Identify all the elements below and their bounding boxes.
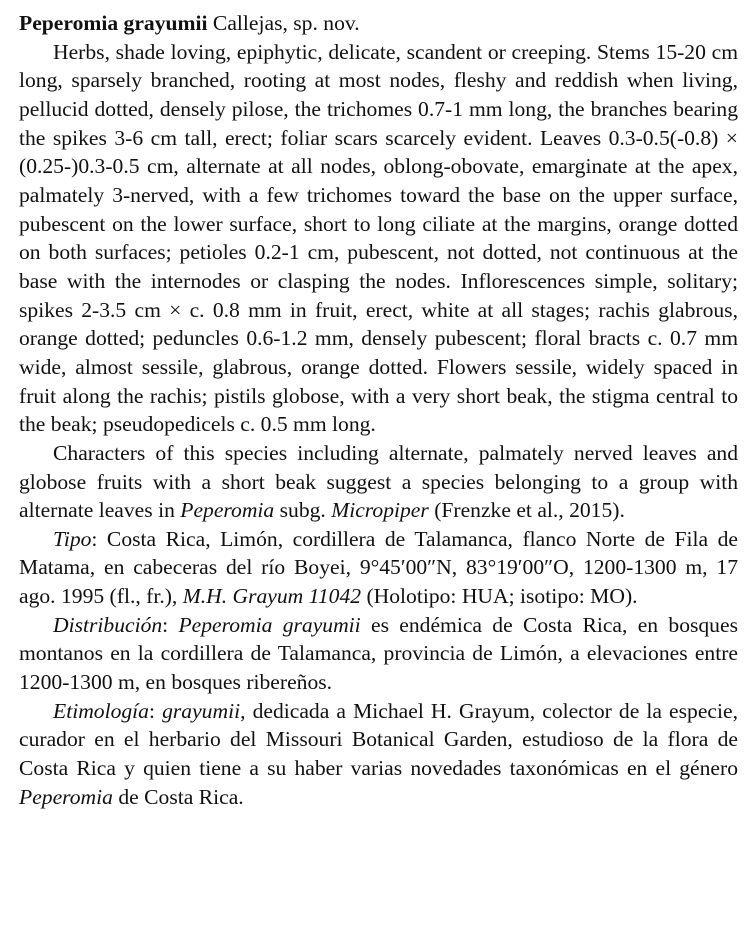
- epithet-name: grayumii: [162, 698, 241, 723]
- subgenus-name: Micropiper: [331, 498, 429, 523]
- collector-name: M.H. Grayum 11042: [182, 584, 362, 609]
- description-paragraph: Herbs, shade loving, epiphytic, delicate, scandent or creeping. Stems 15-20 cm long, sparsely branched, rooting at most nodes, fleshy and reddish when living, pellucid dotted, densely pilose, the trichomes 0.7-1 mm long, the branches bearing the spikes 3-6 cm tall, erect; foliar scars scarcely evident. Leaves 0.3-0.5(-0.8) × (0.25-)0.3-0.5 cm, alternate at all nodes, oblong-obovate, emarginate at the apex, palmately 3-nerved, with a few trichomes toward the base on the upper surface, pubescent on the lower surface, short to long ciliate at the margins, orange dotted on both surfaces; petioles 0.2-1 cm, pubescent, not dotted, not continuous at the base with the internodes or clasping the nodes. Inflorescences simple, solitary; spikes 2-3.5 cm × c. 0.8 mm in fruit, erect, white at all stages; rachis glabrous, orange dotted; peduncles 0.6-1.2 mm, densely pubescent; floral bracts c. 0.7 mm wide, almost sessile, glabrous, orange dotted. Flowers sessile, widely spaced in fruit along the rachis; pistils globose, with a very short beak, the stigma central to the beak; pseudopedicels c. 0.5 mm long.: [19, 39, 738, 437]
- tipo-paragraph: [19, 525, 738, 611]
- separator: :: [148, 698, 163, 723]
- citation-text: (Frenzke et al., 2015).: [428, 498, 625, 523]
- species-name-italic: Peperomia grayumii: [178, 612, 361, 637]
- tipo-label: Tipo: [53, 526, 92, 551]
- etimologia-text: de Costa Rica.: [112, 784, 244, 809]
- distribucion-paragraph: [19, 611, 738, 697]
- characters-paragraph: [19, 439, 738, 525]
- species-name: Peperomia grayumii: [19, 11, 208, 35]
- etimologia-text: , dedicada a Michael H. Grayum, colector de la especie, curador en el herbario del Missouri Botanical Garden, estudioso de la flora de Costa Rica y quien tiene a su haber varias novedades taxonómicas en el género: [19, 698, 738, 781]
- distribucion-text: es endémica de Costa Rica, en bosques montanos en la cordillera de Talamanca, provincia de Limón, a elevaciones entre 1200-1300 m, en bosques ribereños.: [19, 612, 738, 695]
- species-author: Callejas, sp. nov.: [207, 11, 360, 35]
- characters-text: subg.: [274, 498, 332, 523]
- characters-text: Characters of this species including alternate, palmately nerved leaves and globose fruits with a short beak suggest a species belonging to a group with alternate leaves in: [19, 440, 738, 523]
- genus-name: Peperomia: [180, 498, 275, 523]
- distribucion-label: Distribución: [53, 612, 163, 637]
- etimologia-label: Etimología: [53, 698, 149, 723]
- separator: :: [162, 612, 179, 637]
- tipo-text: : Costa Rica, Limón, cordillera de Talamanca, flanco Norte de Fila de Matama, en cabeceras del río Boyei, 9°45′00″N, 83°19′00″O, 1200-1300 m, 17 ago. 1995 (fl., fr.),: [19, 526, 738, 609]
- etimologia-paragraph: [19, 697, 738, 812]
- species-heading: [19, 9, 738, 38]
- genus-name: Peperomia: [19, 784, 113, 809]
- tipo-text: (Holotipo: HUA; isotipo: MO).: [361, 584, 638, 609]
